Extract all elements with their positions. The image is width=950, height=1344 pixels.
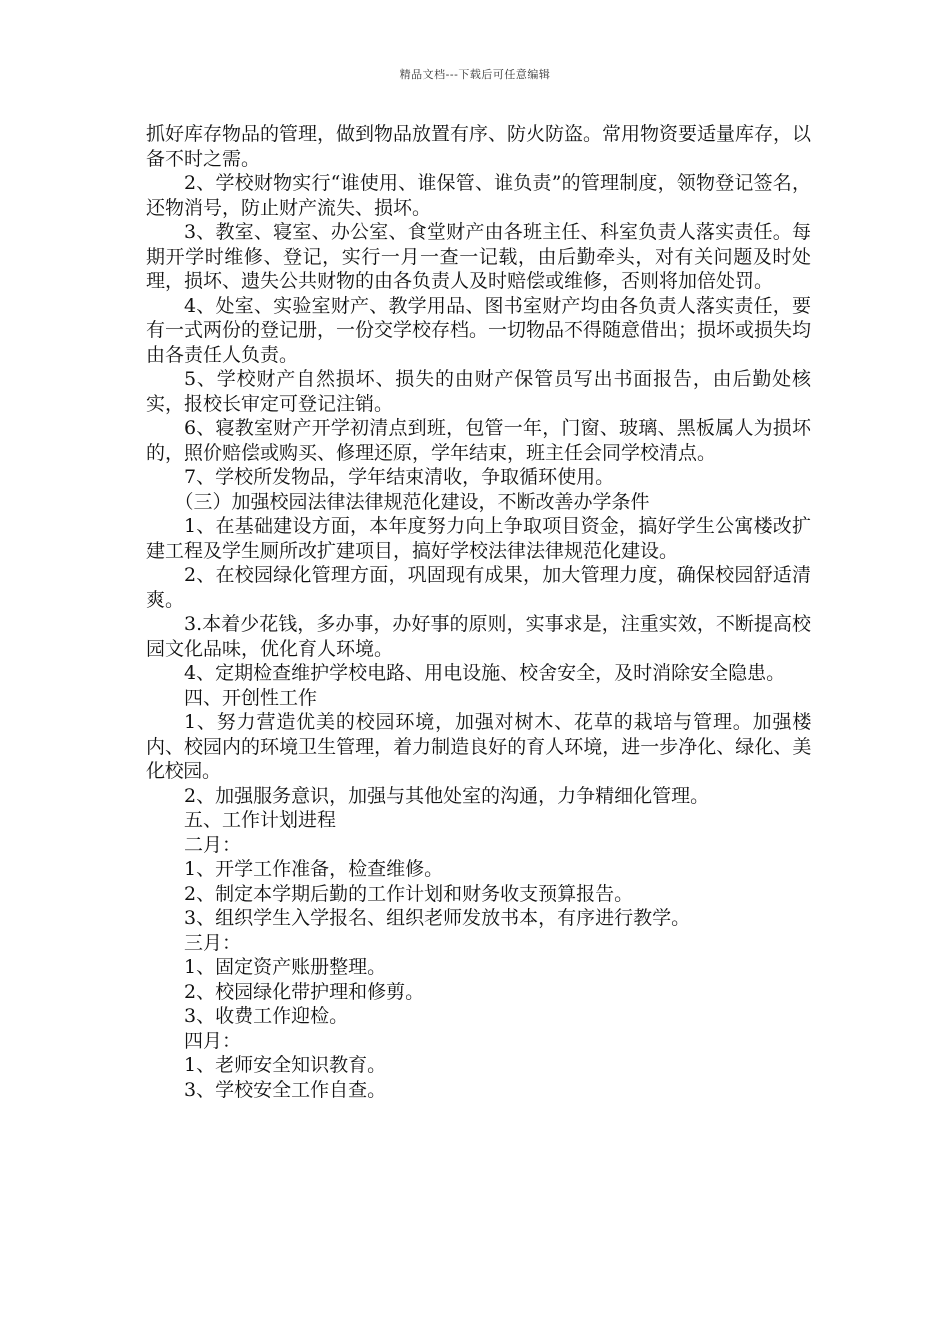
page-header: 精品文档---下载后可任意编辑 [399, 68, 551, 81]
paragraph: 2、在校园绿化管理方面，巩固现有成果，加大管理力度，确保校园舒适清爽。 [146, 564, 811, 611]
paragraph: 1、老师安全知识教育。 [184, 1054, 387, 1076]
paragraph: 3、学校安全工作自查。 [184, 1078, 387, 1101]
paragraph: 2、校园绿化带护理和修剪。 [184, 980, 425, 1003]
paragraph: 2、制定本学期后勤的工作计划和财务收支预算报告。 [184, 882, 634, 905]
paragraph: 7、学校所发物品，学年结束清收，争取循环使用。 [184, 466, 615, 488]
document-body [146, 122, 811, 1102]
paragraph: 四、开创性工作 [184, 686, 318, 709]
paragraph: 五、工作计划进程 [184, 809, 337, 831]
paragraph: 1、开学工作准备，检查维修。 [184, 858, 444, 880]
paragraph: 二月： [184, 833, 242, 856]
paragraph: 1、固定资产账册整理。 [184, 956, 387, 978]
paragraph: 6、寝教室财产开学初清点到班，包管一年，门窗、玻璃、黑板属人为损坏的，照价赔偿或购买、修理还原，学年结束，班主任会同学校清点。 [146, 417, 811, 464]
paragraph: 三月： [184, 931, 242, 954]
paragraph: 4、定期检查维护学校电路、用电设施、校舍安全，及时消除安全隐患。 [184, 662, 786, 684]
paragraph: 1、在基础建设方面，本年度努力向上争取项目资金，搞好学生公寓楼改扩建工程及学生厕所改扩建项目，搞好学校法律法律规范化建设。 [146, 515, 811, 562]
paragraph: 四月： [184, 1029, 242, 1052]
paragraph: 4、处室、实验室财产、教学用品、图书室财产均由各负责人落实责任，要有一式两份的登记册，一份交学校存档。一切物品不得随意借出；损坏或损失均由各责任人负责。 [146, 294, 812, 366]
paragraph: 3、教室、寝室、办公室、食堂财产由各班主任、科室负责人落实责任。每期开学时维修、登记，实行一月一查一记载，由后勤牵头，对有关问题及时处理，损坏、遗失公共财物的由各负责人及时赔偿或维修，否则将加倍处罚。 [146, 221, 811, 292]
paragraph: 2、学校财物实行“谁使用、谁保管、谁负责”的管理制度，领物登记签名，还物消号，防止财产流失、损坏。 [146, 172, 811, 219]
paragraph: 3.本着少花钱，多办事，办好事的原则，实事求是，注重实效，不断提高校园文化品味，优化育人环境。 [146, 613, 811, 660]
paragraph: 3、组织学生入学报名、组织老师发放书本，有序进行教学。 [184, 907, 691, 929]
paragraph: （三）加强校园法律法律规范化建设，不断改善办学条件 [174, 490, 650, 513]
paragraph: 2、加强服务意识，加强与其他处室的沟通，力争精细化管理。 [184, 784, 710, 807]
paragraph: 1、努力营造优美的校园环境，加强对树木、花草的栽培与管理。加强楼内、校园内的环境卫生管理，着力制造良好的育人环境，进一步净化、绿化、美化校园。 [146, 711, 811, 782]
paragraph: 5、学校财产自然损坏、损失的由财产保管员写出书面报告，由后勤处核实，报校长审定可登记注销。 [146, 368, 811, 415]
paragraph: 抓好库存物品的管理，做到物品放置有序、防火防盗。常用物资要适量库存，以备不时之需。 [146, 123, 812, 170]
paragraph: 3、收费工作迎检。 [184, 1005, 349, 1027]
